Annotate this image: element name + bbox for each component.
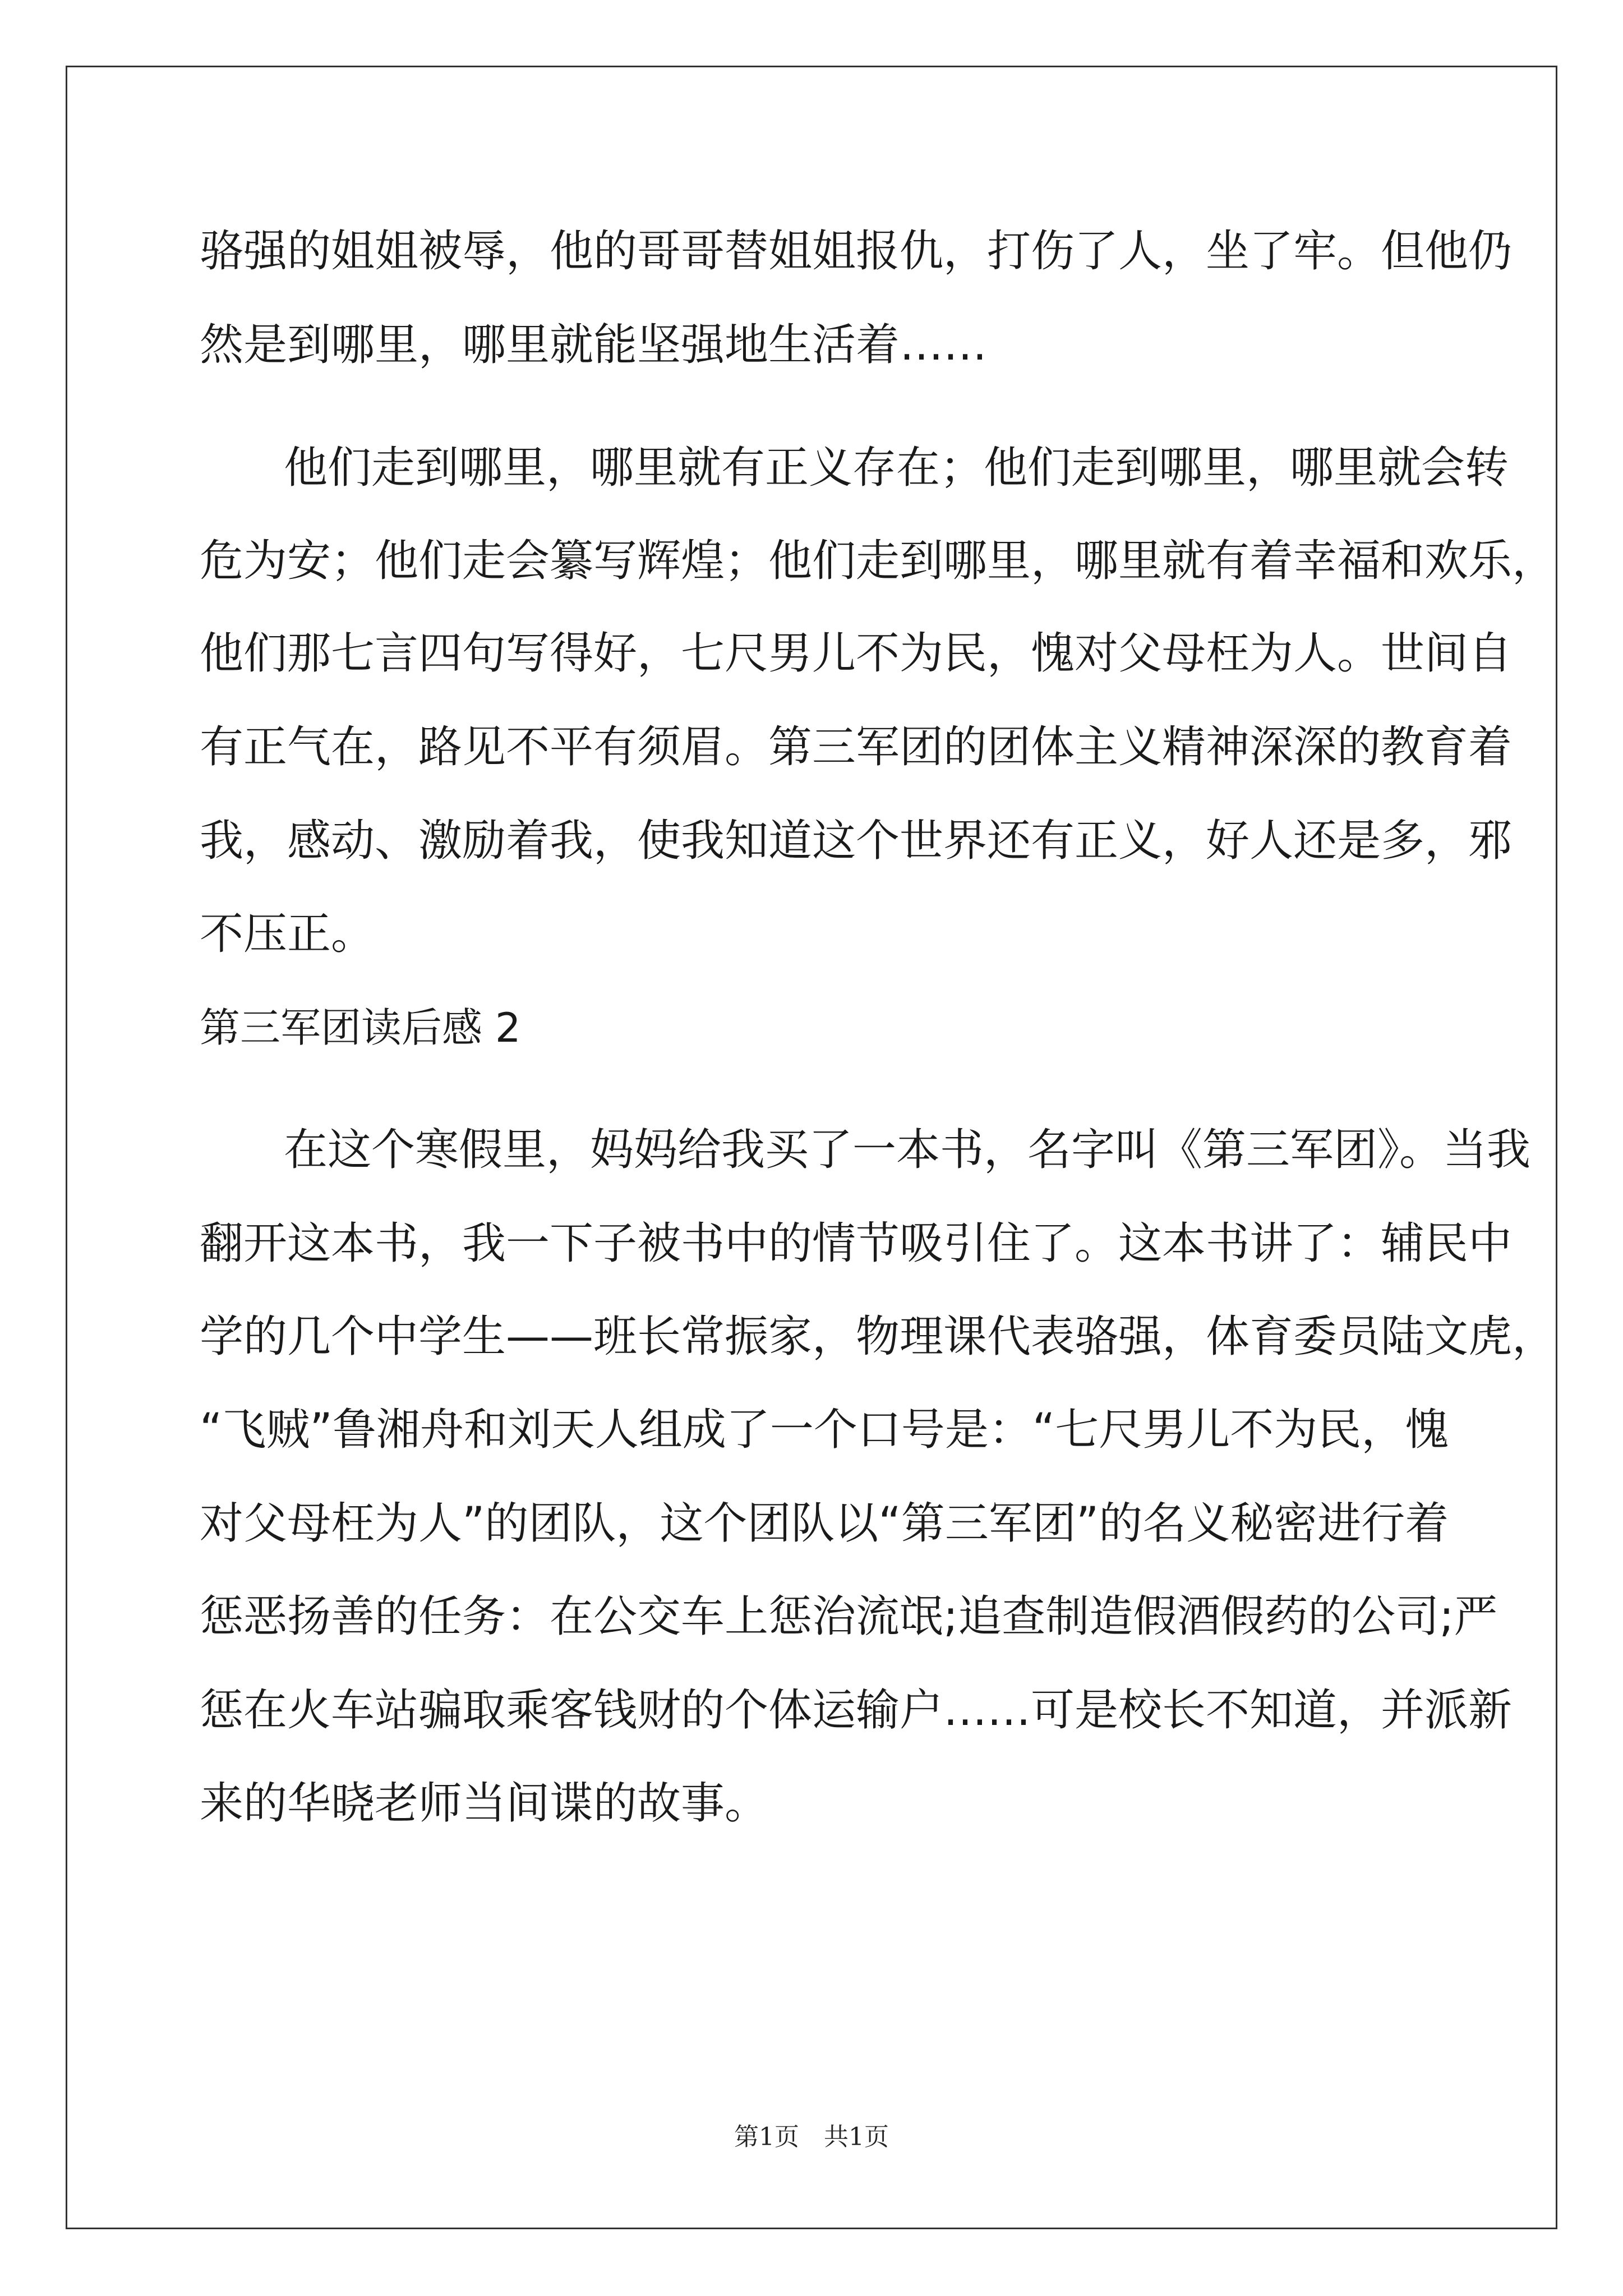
paragraph-2-line-5: 我，感动、激励着我，使我知道这个世界还有正义，好人还是多，邪 — [200, 816, 1513, 866]
paragraph-3-line-4: “飞贼”鲁湘舟和刘天人组成了一个口号是：“七尺男儿不为民，愧 — [200, 1405, 1449, 1455]
paragraph-2-line-6: 不压正。 — [200, 909, 375, 959]
paragraph-3-line-1: 在这个寒假里，妈妈给我买了一本书，名字叫《第三军团》。当我 — [284, 1125, 1531, 1175]
paragraph-3-line-6: 惩恶扬善的任务：在公交车上惩治流氓;追查制造假酒假药的公司;严 — [200, 1591, 1498, 1642]
paragraph-2-line-4: 有正气在，路见不平有须眉。第三军团的团体主义精神深深的教育着 — [200, 722, 1513, 772]
paragraph-1-line-1: 骆强的姐姐被辱，他的哥哥替姐姐报仇，打伤了人，坐了牢。但他仍 — [200, 226, 1513, 277]
paragraph-2-line-1: 他们走到哪里，哪里就有正义存在；他们走到哪里，哪里就会转 — [284, 443, 1509, 493]
paragraph-2-line-2: 危为安；他们走会纂写辉煌；他们走到哪里，哪里就有着幸福和欢乐， — [200, 536, 1556, 586]
page-number-footer: 第1页 共1页 — [734, 2123, 889, 2151]
paragraph-3-line-2: 翻开这本书，我一下子被书中的情节吸引住了。这本书讲了：辅民中 — [200, 1218, 1513, 1269]
paragraph-3-line-8: 来的华晓老师当间谍的故事。 — [200, 1778, 769, 1829]
paragraph-3-line-7: 惩在火车站骗取乘客钱财的个体运输户……可是校长不知道，并派新 — [200, 1685, 1513, 1736]
paragraph-2-line-3: 他们那七言四句写得好，七尺男儿不为民，愧对父母枉为人。世间自 — [200, 628, 1513, 679]
paragraph-3-line-5: 对父母枉为人”的团队，这个团队以“第三军团”的名义秘密进行着 — [200, 1498, 1449, 1549]
section-heading: 第三军团读后感 2 — [200, 1004, 521, 1051]
paragraph-1-line-2: 然是到哪里，哪里就能坚强地生活着…… — [200, 320, 988, 370]
paragraph-3-line-3: 学的几个中学生——班长常振家，物理课代表骆强，体育委员陆文虎， — [200, 1312, 1556, 1362]
